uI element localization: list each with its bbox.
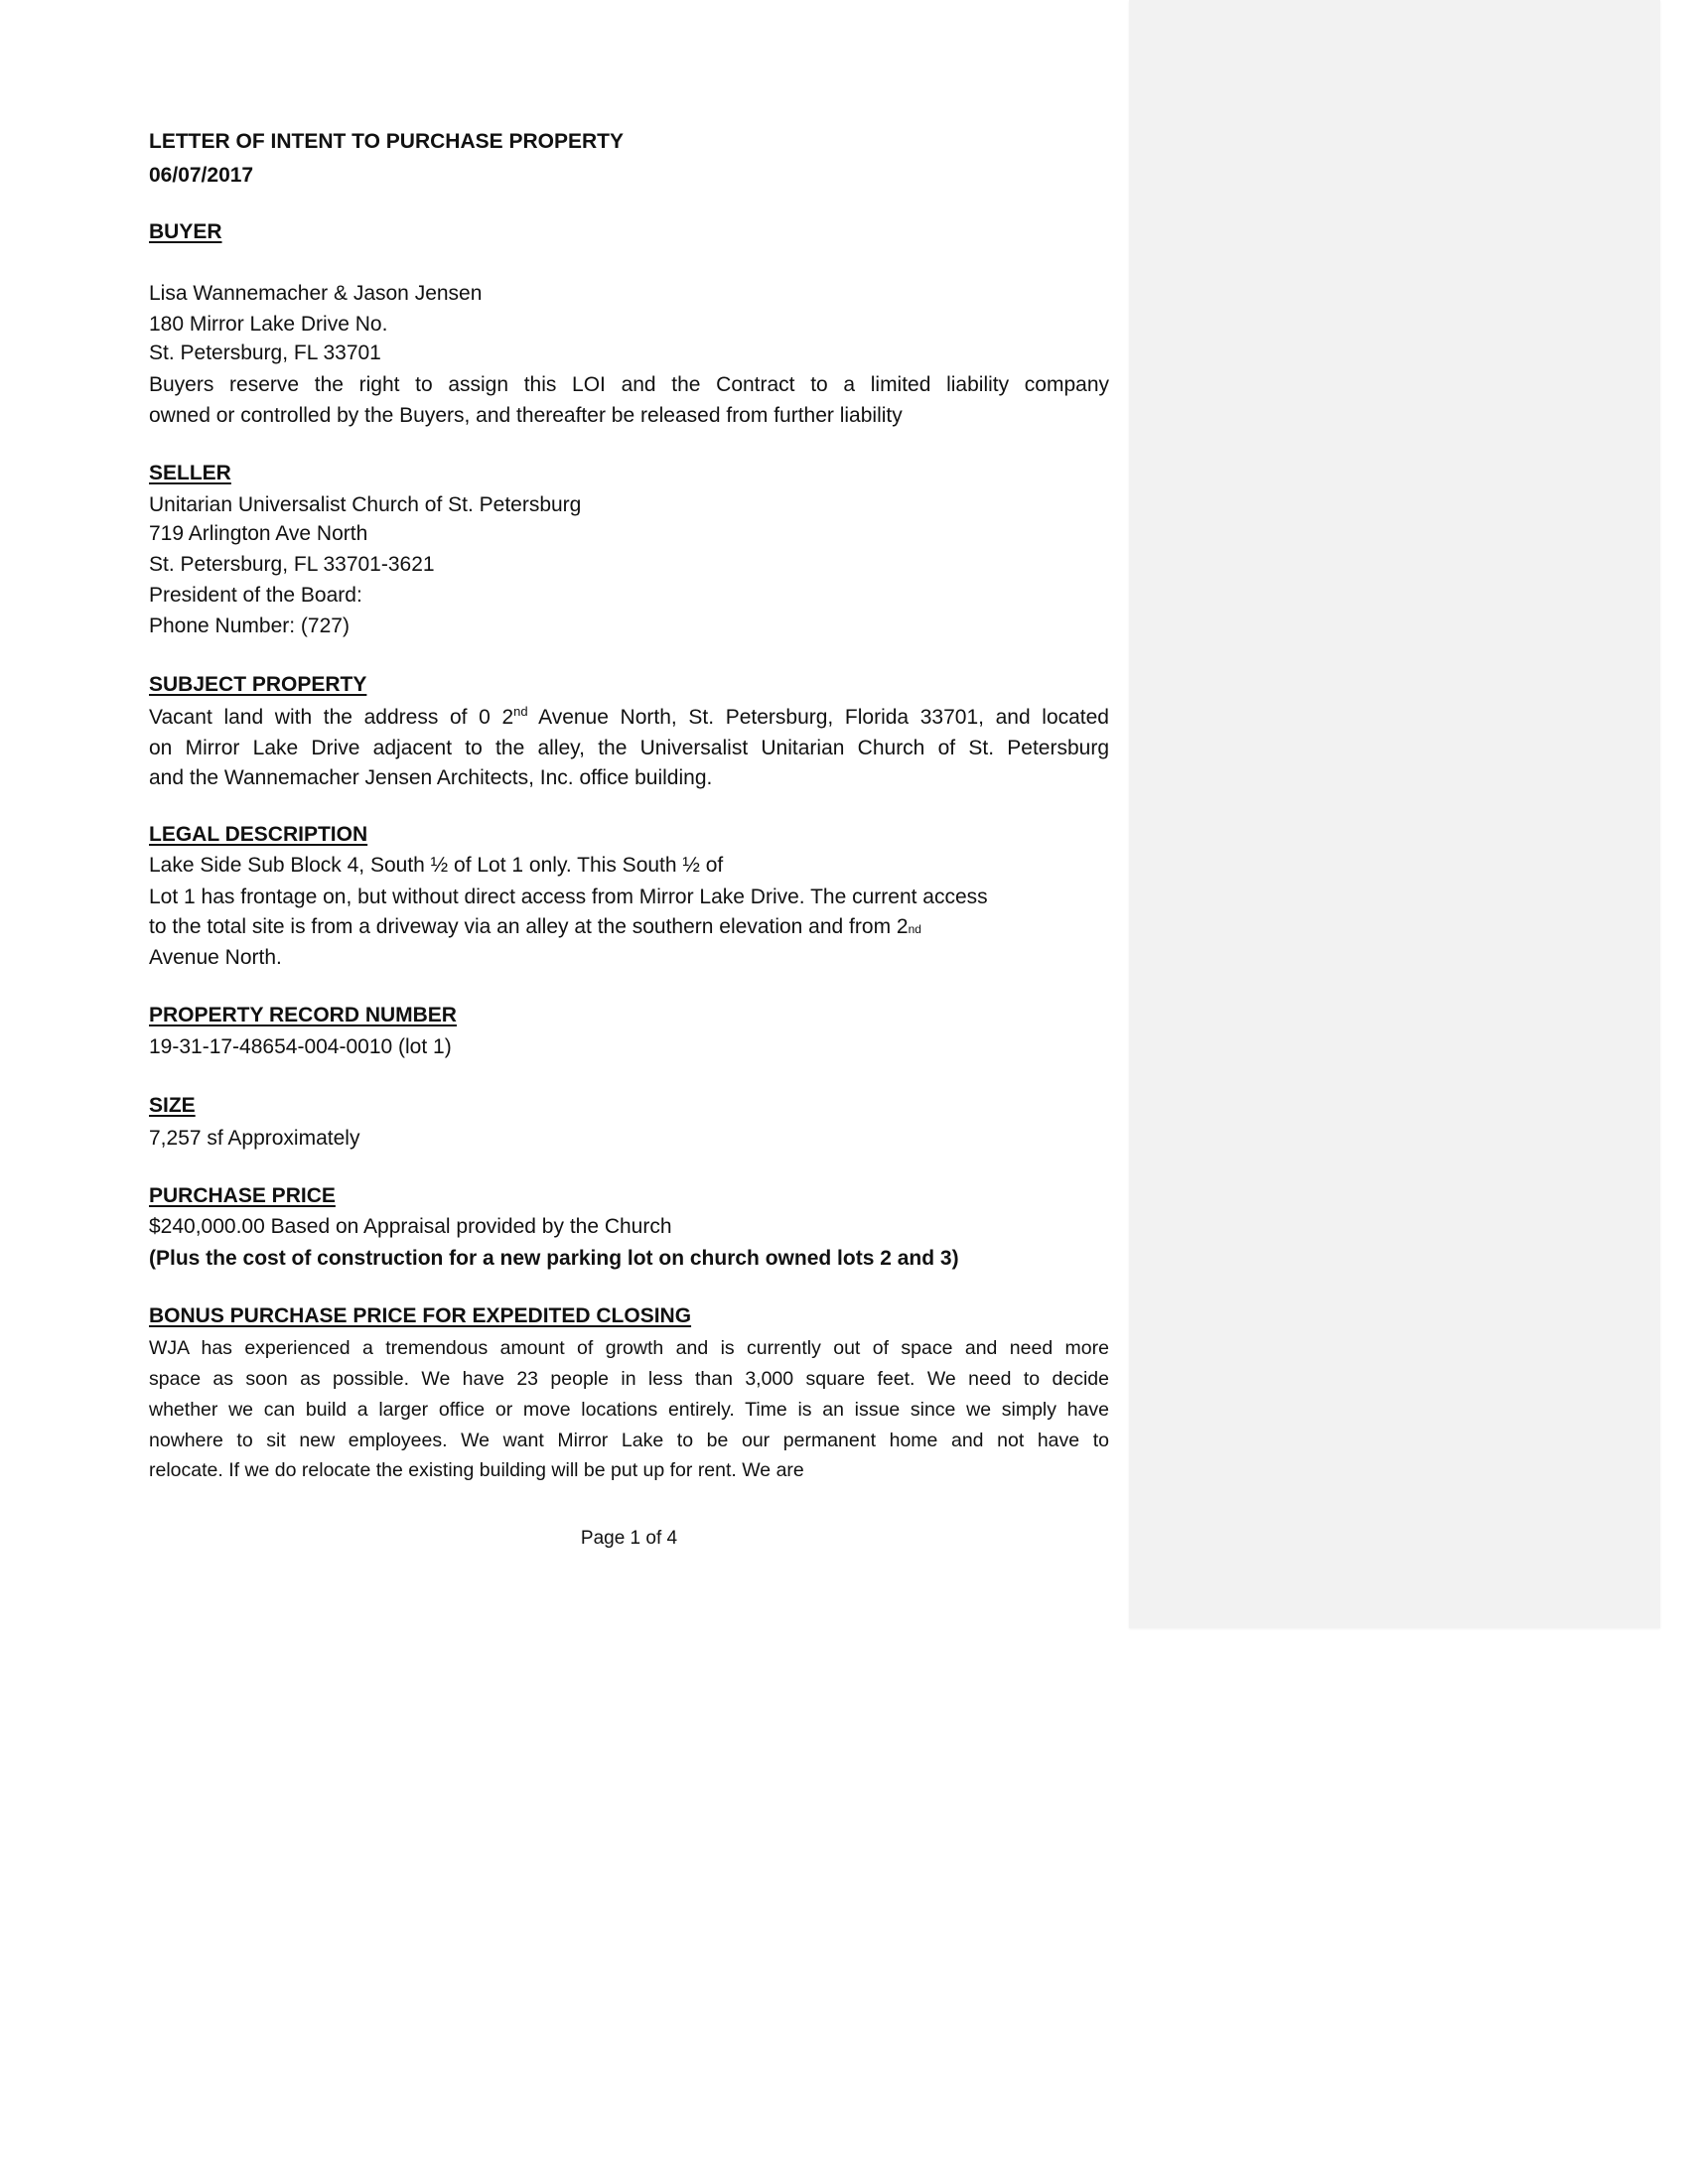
purchase-price-value: $240,000.00 Based on Appraisal provided by the Church — [149, 1215, 672, 1238]
legal-description-line3 — [149, 912, 921, 942]
legal-description-line1: Lake Side Sub Block 4, South ½ of Lot 1 only. This South ½ of — [149, 854, 724, 877]
seller-address-line1: 719 Arlington Ave North — [149, 522, 368, 545]
bonus-line: space as soon as possible. We have 23 people in less than 3,000 square feet. We need to decide — [149, 1368, 1109, 1390]
ordinal-suffix: nd — [513, 704, 528, 719]
subject-property-line2: on Mirror Lake Drive adjacent to the alley, the Universalist Unitarian Church of St. Petersburg — [149, 737, 1109, 759]
purchase-price-heading: PURCHASE PRICE — [149, 1184, 336, 1207]
bonus-heading: BONUS PURCHASE PRICE FOR EXPEDITED CLOSING — [149, 1304, 692, 1327]
purchase-price-note: (Plus the cost of construction for a new parking lot on church owned lots 2 and 3) — [149, 1247, 959, 1270]
subject-property-line1-a: Vacant land with the address of 0 2 — [149, 706, 514, 729]
document-date: 06/07/2017 — [149, 164, 254, 187]
subject-property-line1 — [149, 703, 1109, 733]
legal-description-heading: LEGAL DESCRIPTION — [149, 823, 368, 846]
buyer-names: Lisa Wannemacher & Jason Jensen — [149, 282, 483, 305]
property-record-value: 19-31-17-48654-004-0010 (lot 1) — [149, 1035, 452, 1058]
buyer-address-line2: St. Petersburg, FL 33701 — [149, 341, 381, 364]
side-panel — [1129, 0, 1660, 1628]
subject-property-line3: and the Wannemacher Jensen Architects, Inc. office building. — [149, 766, 713, 789]
legal-description-line3-a: to the total site is from a driveway via an alley at the southern elevation and from 2 — [149, 915, 909, 938]
bonus-line: whether we can build a larger office or move locations entirely. Time is an issue since we simply have — [149, 1399, 1109, 1421]
buyer-heading: BUYER — [149, 220, 222, 243]
size-heading: SIZE — [149, 1094, 196, 1117]
subject-property-heading: SUBJECT PROPERTY — [149, 673, 367, 696]
buyer-assign-line1: Buyers reserve the right to assign this LOI and the Contract to a limited liability company — [149, 373, 1109, 396]
bonus-line: nowhere to sit new employees. We want Mirror Lake to be our permanent home and not have to — [149, 1430, 1109, 1451]
page-number: Page 1 of 4 — [580, 1528, 678, 1549]
seller-phone: Phone Number: (727) — [149, 614, 350, 637]
document-title: LETTER OF INTENT TO PURCHASE PROPERTY — [149, 130, 624, 153]
legal-description-line2: Lot 1 has frontage on, but without direct access from Mirror Lake Drive. The current access — [149, 886, 988, 908]
seller-heading: SELLER — [149, 462, 231, 484]
size-value: 7,257 sf Approximately — [149, 1127, 360, 1150]
ordinal-suffix: nd — [908, 922, 921, 936]
bonus-line: relocate. If we do relocate the existing building will be put up for rent. We are — [149, 1459, 804, 1481]
property-record-heading: PROPERTY RECORD NUMBER — [149, 1004, 457, 1026]
seller-name: Unitarian Universalist Church of St. Petersburg — [149, 493, 582, 516]
seller-president: President of the Board: — [149, 584, 362, 607]
buyer-assign-line2: owned or controlled by the Buyers, and thereafter be released from further liability — [149, 404, 903, 427]
seller-address-line2: St. Petersburg, FL 33701-3621 — [149, 553, 435, 576]
buyer-address-line1: 180 Mirror Lake Drive No. — [149, 313, 388, 336]
legal-description-line4: Avenue North. — [149, 946, 282, 969]
subject-property-line1-b: Avenue North, St. Petersburg, Florida 33701, and located — [527, 706, 1109, 729]
bonus-line: WJA has experienced a tremendous amount of growth and is currently out of space and need more — [149, 1337, 1109, 1359]
